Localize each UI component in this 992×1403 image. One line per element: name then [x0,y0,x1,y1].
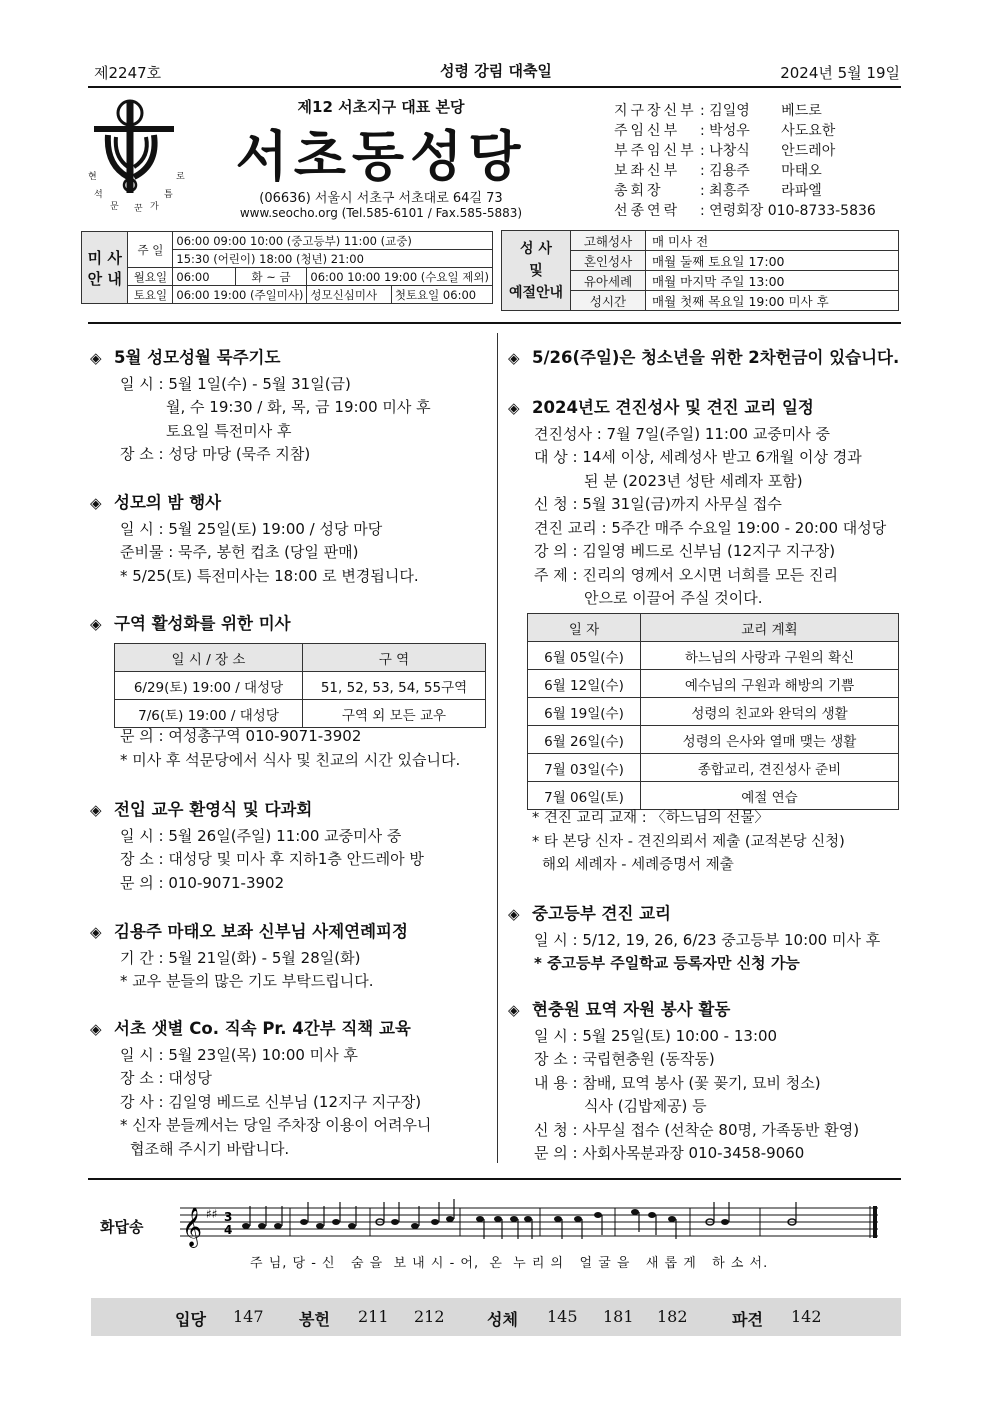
notice-line: 토요일 특전미사 후 [166,421,292,440]
hymn-numbers-bar [91,1298,901,1336]
marian-mass: 성모신심미사 [307,286,391,304]
confirmation-notes [508,807,845,878]
notice-youth-confirmation [508,902,880,976]
notice-line: 해외 세례자 - 세례증명서 제출 [542,857,734,873]
notice-line: 견진성사 : 7월 7일(주일) 11:00 교중미사 중 [534,424,831,443]
notice-line: 장 소 : 국립현충원 (동작동) [534,1050,715,1068]
feast-title: 성령 강림 대축일 [440,62,552,80]
notice-line: 일 시 : 5월 1일(수) - 5월 31일(금) [120,374,351,393]
sacrament-name: 고해성사 [571,231,646,251]
recessional-label: 파견 [732,1310,763,1329]
offertory-label: 봉헌 [299,1310,330,1329]
notice-line: 협조해 주시기 바랍니다. [130,1139,290,1158]
table-row: 7월 03일(수) 종합교리, 견진성사 준비 [528,754,899,782]
diamond-bullet-icon: ◈ [90,923,102,941]
notice-line: 일 시 : 5/12, 19, 26, 6/23 중고등부 10:00 미사 후 [534,930,881,949]
mass-schedule-table [81,231,493,304]
psalm-music-staff [180,1198,880,1248]
notice-rosary [90,346,431,467]
sunday-label: 주 일 [128,232,173,268]
notice-line: 장 소 : 대성당 및 미사 후 지하1층 안드레아 방 [120,850,424,868]
notice-title: 서초 샛별 Co. 직속 Pr. 4간부 직책 교육 [114,1019,411,1038]
notice-line: 신 청 : 사무실 접수 (선착순 80명, 가족동반 환영) [534,1120,860,1139]
notice-title: 전입 교우 환영식 및 다과회 [114,800,313,819]
table-header: 교리 계획 [641,614,899,642]
notice-line: 장 소 : 대성당 [120,1069,212,1087]
notice-line: 주 제 : 진리의 영께서 오시면 너희를 모든 진리 [534,565,839,584]
issue-number: 제2247호 [94,64,162,82]
diamond-bullet-icon: ◈ [90,615,102,633]
saturday-label: 토요일 [128,286,173,304]
table-header: 일 시 / 장 소 [115,644,303,672]
diamond-bullet-icon: ◈ [508,349,520,367]
staff-row: 지구장신부 : 김일영 베드로 [614,103,822,119]
notice-line: * 신자 분들께서는 당일 주차장 이용이 어려우니 [120,1116,432,1134]
svg-text:3: 3 [224,1210,233,1224]
weekday-label: 화 ~ 금 [235,268,307,286]
logo-char: 석 [94,190,103,200]
communion-hymn: 145 [547,1307,578,1326]
sacrament-value: 매월 둘째 토요일 17:00 [646,251,899,271]
church-contact: www.seocho.org (Tel.585-6101 / Fax.585-5883) [239,206,523,220]
notice-line: 기 간 : 5월 21일(화) - 5월 28일(화) [120,948,361,967]
svg-text:4: 4 [224,1223,233,1237]
communion-hymn: 182 [657,1307,688,1326]
sacrament-label: 성 사 및 예절안내 [502,231,571,311]
notice-line: 문 의 : 여성총구역 010-9071-3902 [120,727,362,745]
diamond-bullet-icon: ◈ [90,494,102,512]
notice-title: 5/26(주일)은 청소년을 위한 2차헌금이 있습니다. [532,348,900,367]
recessional-hymn: 142 [791,1307,822,1326]
psalm-lyrics: 주 님, 당 - 신 숨 을 보 내 시 - 어, 온 누 리 의 얼 굴 을 새 롭 게 하 소 서. [250,1256,769,1271]
logo-char: 꾼 [134,204,143,214]
staff-row: 주임신부 : 박성우 사도요한 [614,123,836,139]
notice-line: 일 시 : 5월 25일(토) 10:00 - 13:00 [534,1026,778,1045]
table-row: 6월 26일(수) 성령의 은사와 열매 맺는 생활 [528,726,899,754]
notice-retreat [90,920,408,994]
diamond-bullet-icon: ◈ [90,349,102,367]
diamond-bullet-icon: ◈ [508,1001,520,1019]
notice-line: 문 의 : 사회사목분과장 010-3458-9060 [534,1144,805,1162]
staff-row: 보좌신부 : 김용주 마태오 [614,163,822,179]
notice-title: 5월 성모성월 묵주기도 [114,348,281,367]
staff-row: 선종연락 : 연령회장 010-8733-5836 [614,203,876,219]
table-row: 6/29(토) 19:00 / 대성당 51, 52, 53, 54, 55구역 [115,672,486,700]
sacrament-value: 매월 마지막 주일 13:00 [646,271,899,291]
diamond-bullet-icon: ◈ [90,801,102,819]
notice-title: 중고등부 견진 교리 [532,904,672,923]
notice-line: 대 상 : 14세 이상, 세례성사 받고 6개월 이상 경과 [534,448,862,466]
notice-line: 내 용 : 참배, 묘역 봉사 (꽃 꽂기, 묘비 청소) [534,1073,821,1092]
table-row: 6월 05일(수) 하느님의 사랑과 구원의 확신 [528,642,899,670]
sacrament-value: 매월 첫째 목요일 19:00 미사 후 [646,291,899,311]
weekday-times: 06:00 10:00 19:00 (수요일 제외) [307,268,493,286]
section-rule [88,322,901,324]
sacrament-name: 혼인성사 [571,251,646,271]
notice-line: 강 사 : 김일영 베드로 신부님 (12지구 지구장) [120,1092,422,1111]
offertory-hymn: 212 [414,1307,445,1326]
entrance-hymn: 147 [233,1307,264,1326]
table-row: 7월 06일(토) 예절 연습 [528,782,899,810]
monday-label: 월요일 [128,268,173,286]
header-rule [88,86,901,88]
psalm-label: 화답송 [100,1218,144,1236]
notice-line: * 중고등부 주일학교 등록자만 신청 가능 [534,954,800,972]
table-header: 구 역 [303,644,486,672]
logo-char: 현 [88,172,97,182]
entrance-label: 입당 [175,1310,206,1329]
diamond-bullet-icon: ◈ [90,1020,102,1038]
notice-line: 장 소 : 성당 마당 (묵주 지참) [120,445,311,463]
notice-legion [90,1017,431,1161]
notice-line: 견진 교리 : 5주간 매주 수요일 19:00 - 20:00 대성당 [534,518,887,537]
notice-line: * 타 본당 신자 - 견진의뢰서 제출 (교적본당 신청) [532,833,845,850]
table-row: 6월 12일(수) 예수님의 구원과 해방의 기쁨 [528,670,899,698]
staff-list [614,101,876,221]
mass-label: 미 사 안 내 [82,232,128,304]
notice-line: 문 의 : 010-9071-3902 [120,873,285,892]
staff-row: 부주임신부 : 나창식 안드레아 [614,143,836,159]
notice-line: 강 의 : 김일영 베드로 신부님 (12지구 지구장) [534,542,836,560]
psalm-rule [88,1178,901,1180]
staff-row: 총회장 : 최흥주 라파엘 [614,183,822,199]
catechism-schedule-table [527,613,899,810]
notice-line: 준비물 : 묵주, 봉헌 컵초 (당일 판매) [120,543,359,561]
monday-time: 06:00 [173,268,235,286]
logo-char: 가 [150,202,159,212]
notice-line: * 교우 분들의 많은 기도 부탁드립니다. [120,972,374,990]
communion-label: 성체 [487,1310,518,1329]
church-subtitle: 제12 서초지구 대표 본당 [297,98,465,116]
notice-title: 김용주 마태오 보좌 신부님 사제연례피정 [114,922,408,941]
sacrament-value: 매 미사 전 [646,231,899,251]
table-header: 일 자 [528,614,641,642]
bulletin-date: 2024년 5월 19일 [780,64,900,82]
notice-line: * 견진 교리 교재 : 〈하느님의 선물〉 [532,810,769,826]
notice-line: 일 시 : 5월 25일(토) 19:00 / 성당 마당 [120,519,383,538]
sunday-times: 15:30 (어린이) 18:00 (청년) 21:00 [173,250,493,268]
notice-line: 식사 (김밥제공) 등 [584,1097,707,1115]
sacrament-name: 유아세례 [571,271,646,291]
notice-line: 된 분 (2023년 성탄 세례자 포함) [584,471,803,490]
notice-title: 현충원 묘역 자원 봉사 활동 [532,1000,731,1019]
notice-confirmation [508,396,886,611]
sacrament-name: 성시간 [571,291,646,311]
notice-marian-night [90,491,419,588]
table-row: 7/6(토) 19:00 / 대성당 구역 외 모든 교우 [115,700,486,728]
notice-title: 성모의 밤 행사 [114,493,222,512]
logo-char: 문 [110,202,119,212]
notice-title: 구역 활성화를 위한 미사 [114,614,291,633]
notice-line: * 5/25(토) 특전미사는 18:00 로 변경됩니다. [120,566,419,585]
notice-line: 일 시 : 5월 26일(주일) 11:00 교중미사 중 [120,826,402,845]
column-divider [497,333,498,1163]
district-mass-table [114,643,486,728]
logo-char: 로 [176,172,185,182]
notice-line: 월, 수 19:30 / 화, 목, 금 19:00 미사 후 [166,398,431,416]
logo-char: 틈 [164,190,173,200]
svg-text:𝄞: 𝄞 [182,1207,203,1247]
church-name: 서초동성당 [235,125,527,188]
table-row: 6월 19일(수) 성령의 친교와 완덕의 생활 [528,698,899,726]
church-address: (06636) 서울시 서초구 서초대로 64길 73 [259,191,503,206]
notice-cemetery-volunteer [508,998,859,1166]
notice-line: 안으로 이끌어 주실 것이다. [584,589,763,607]
sacrament-table [501,230,899,311]
offertory-hymn: 211 [358,1307,389,1326]
notice-district-mass-footer [90,725,460,772]
notice-title: 2024년도 견진성사 및 견진 교리 일정 [532,398,814,417]
sunday-times: 06:00 09:00 10:00 (중고등부) 11:00 (교중) [173,232,493,250]
notice-line: 일 시 : 5월 23일(목) 10:00 미사 후 [120,1045,358,1064]
diamond-bullet-icon: ◈ [508,399,520,417]
notice-youth-collection [508,346,899,373]
saturday-times: 06:00 19:00 (주일미사) [173,286,307,304]
diamond-bullet-icon: ◈ [508,905,520,923]
svg-text:♯♯: ♯♯ [206,1207,218,1221]
first-saturday: 첫토요일 06:00 [391,286,492,304]
church-logo [88,95,188,215]
communion-hymn: 181 [603,1307,634,1326]
notice-welcome [90,798,424,895]
notice-line: * 미사 후 석문당에서 식사 및 친교의 시간 있습니다. [120,750,461,769]
notice-district-mass [90,612,291,639]
notice-line: 신 청 : 5월 31일(금)까지 사무실 접수 [534,495,782,513]
